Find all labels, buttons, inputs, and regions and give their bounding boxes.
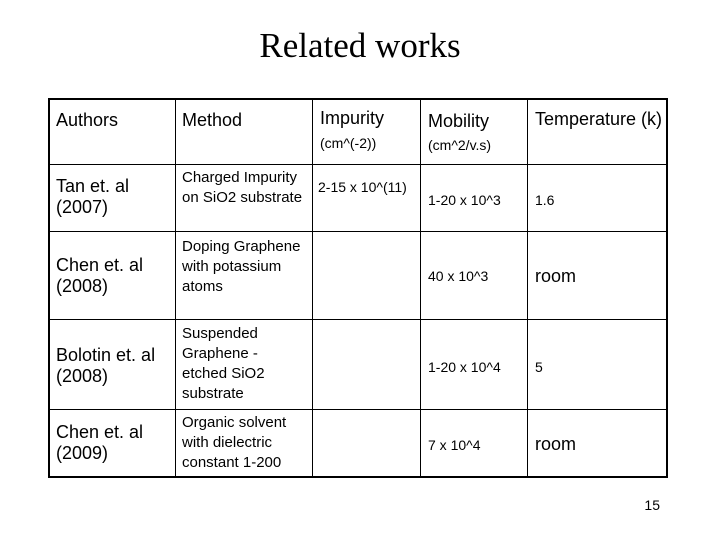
row-4-mobility: 7 x 10^4 xyxy=(428,437,481,453)
row-1-mobility: 1-20 x 10^3 xyxy=(428,192,501,208)
header-impurity xyxy=(320,108,420,154)
header-divider xyxy=(50,164,666,165)
row-1-impurity: 2-15 x 10^(11) xyxy=(318,179,407,195)
column-divider xyxy=(175,100,176,476)
column-divider xyxy=(527,100,528,476)
row-1-method: Charged Impurity on SiO2 substrate xyxy=(182,169,303,206)
row-divider xyxy=(50,409,666,410)
related-works-table xyxy=(48,98,668,478)
row-3-authors: Bolotin et. al (2008) xyxy=(56,345,156,386)
header-mobility-label: Mobility xyxy=(428,111,490,131)
row-1-authors: Tan et. al (2007) xyxy=(56,176,130,217)
row-divider xyxy=(50,319,666,320)
header-mobility xyxy=(428,111,524,156)
row-3-temperature: 5 xyxy=(535,359,543,375)
row-divider xyxy=(50,231,666,232)
header-authors: Authors xyxy=(56,110,119,130)
row-2-method: Doping Graphene with potassium atoms xyxy=(182,238,301,295)
slide-title: Related works xyxy=(259,26,461,65)
row-4-method: Organic solvent with dielectric constant 1-200 xyxy=(182,414,287,471)
column-divider xyxy=(420,100,421,476)
page-number: 15 xyxy=(644,497,660,513)
row-4-temperature: room xyxy=(535,434,577,454)
header-temperature: Temperature (k) xyxy=(535,109,663,129)
row-2-mobility: 40 x 10^3 xyxy=(428,268,489,284)
row-1-temperature: 1.6 xyxy=(535,192,555,208)
row-3-mobility: 1-20 x 10^4 xyxy=(428,359,501,375)
header-impurity-label: Impurity xyxy=(320,108,385,128)
row-2-temperature: room xyxy=(535,266,577,286)
column-divider xyxy=(312,100,313,476)
header-mobility-unit: (cm^2/v.s) xyxy=(428,137,492,153)
header-method: Method xyxy=(182,110,243,130)
row-2-authors: Chen et. al (2008) xyxy=(56,255,144,296)
row-4-authors: Chen et. al (2009) xyxy=(56,422,144,463)
header-impurity-unit: (cm^(-2)) xyxy=(320,135,377,151)
row-3-method: Suspended Graphene - etched SiO2 substrate xyxy=(182,325,265,402)
